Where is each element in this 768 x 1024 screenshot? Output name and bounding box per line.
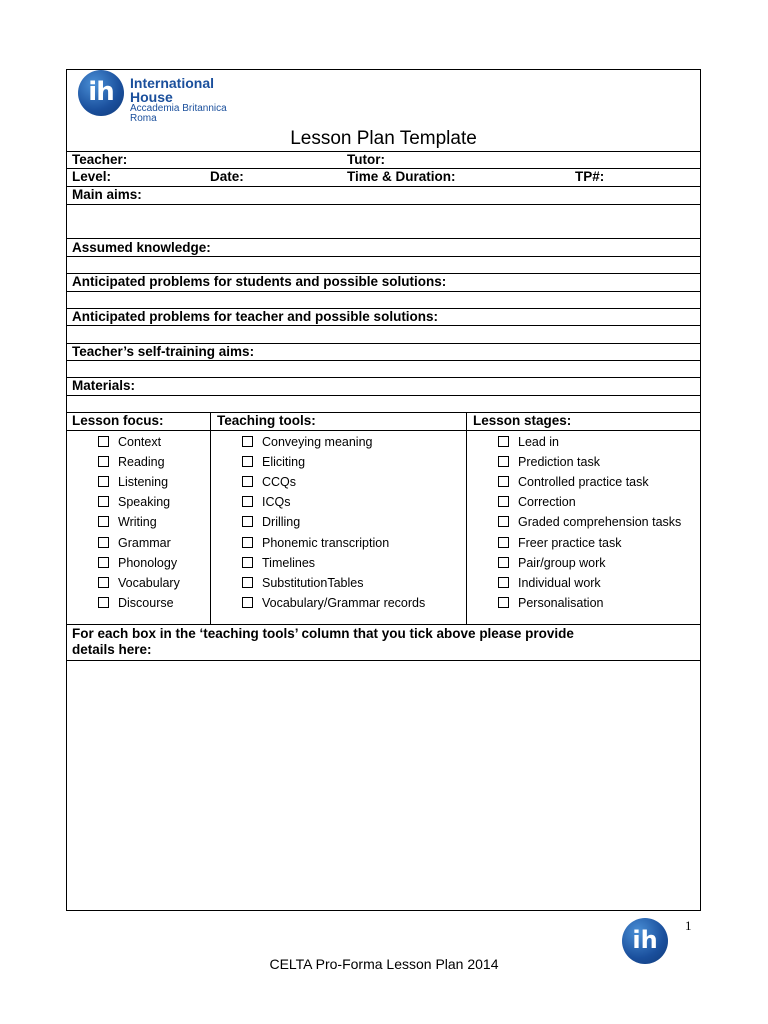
lesson-stage-checkbox[interactable] bbox=[498, 436, 509, 447]
lesson-focus-checkbox[interactable] bbox=[98, 537, 109, 548]
ih-footer-logo-icon: ih bbox=[622, 918, 668, 964]
lesson-focus-checkbox[interactable] bbox=[98, 436, 109, 447]
tutor-label: Tutor: bbox=[347, 152, 385, 167]
teaching-tool-checkbox[interactable] bbox=[242, 557, 253, 568]
lesson-focus-label: Vocabulary bbox=[118, 576, 180, 590]
lesson-focus-label: Phonology bbox=[118, 556, 178, 570]
rule bbox=[66, 624, 701, 625]
rule bbox=[66, 660, 701, 661]
rule bbox=[66, 204, 701, 205]
lesson-focus-checkbox[interactable] bbox=[98, 476, 109, 487]
tp-label: TP#: bbox=[575, 169, 605, 184]
footer-text: CELTA Pro-Forma Lesson Plan 2014 bbox=[269, 956, 499, 972]
lesson-stage-label: Graded comprehension tasks bbox=[518, 515, 682, 529]
teaching-tool-checkbox[interactable] bbox=[242, 436, 253, 447]
teaching-tool-label: Drilling bbox=[262, 515, 301, 529]
teaching-tool-label: SubstitutionTables bbox=[262, 576, 364, 590]
document-title: Lesson Plan Template bbox=[290, 128, 477, 149]
teaching-tool-checkbox[interactable] bbox=[242, 476, 253, 487]
page-number: 1 bbox=[685, 918, 692, 933]
lesson-stage-label: Pair/group work bbox=[518, 556, 606, 570]
rule bbox=[66, 291, 701, 292]
lesson-plan-frame bbox=[66, 69, 701, 911]
level-label: Level: bbox=[72, 169, 112, 184]
rule bbox=[66, 360, 701, 361]
lesson-focus-label: Reading bbox=[118, 455, 165, 469]
assumed-knowledge-label: Assumed knowledge: bbox=[72, 240, 211, 255]
lesson-stage-label: Correction bbox=[518, 495, 576, 509]
problems-students-label: Anticipated problems for students and possible solutions: bbox=[72, 274, 447, 289]
lesson-stage-checkbox[interactable] bbox=[498, 577, 509, 588]
logo-line1: International bbox=[130, 75, 215, 91]
lesson-stage-checkbox[interactable] bbox=[498, 597, 509, 608]
date-label: Date: bbox=[210, 169, 244, 184]
rule bbox=[66, 430, 701, 431]
lesson-focus-label: Context bbox=[118, 435, 162, 449]
lesson-stage-label: Personalisation bbox=[518, 596, 604, 610]
main-aims-label: Main aims: bbox=[72, 187, 142, 202]
lesson-stage-label: Prediction task bbox=[518, 455, 600, 469]
lesson-stage-label: Freer practice task bbox=[518, 536, 622, 550]
lesson-stage-label: Controlled practice task bbox=[518, 475, 649, 489]
lesson-focus-label: Grammar bbox=[118, 536, 171, 550]
teacher-label: Teacher: bbox=[72, 152, 128, 167]
teaching-tool-checkbox[interactable] bbox=[242, 496, 253, 507]
lesson-stage-checkbox[interactable] bbox=[498, 557, 509, 568]
teaching-tool-checkbox[interactable] bbox=[242, 537, 253, 548]
materials-label: Materials: bbox=[72, 378, 136, 393]
lesson-stage-checkbox[interactable] bbox=[498, 456, 509, 467]
teaching-tool-label: Phonemic transcription bbox=[262, 536, 390, 550]
details-prompt-line1: For each box in the ‘teaching tools’ column that you tick above please provide bbox=[72, 626, 574, 641]
lesson-focus-checkbox[interactable] bbox=[98, 557, 109, 568]
lesson-focus-label: Writing bbox=[118, 515, 157, 529]
column-divider bbox=[466, 412, 467, 624]
rule bbox=[66, 238, 701, 239]
logo-line4: Roma bbox=[130, 113, 157, 124]
rule bbox=[66, 325, 701, 326]
lesson-stage-checkbox[interactable] bbox=[498, 496, 509, 507]
teaching-tool-label: Vocabulary/Grammar records bbox=[262, 596, 426, 610]
lesson-stage-label: Individual work bbox=[518, 576, 601, 590]
logo-line2: House bbox=[130, 89, 173, 105]
lesson-focus-label: Listening bbox=[118, 475, 169, 489]
teaching-tool-label: Conveying meaning bbox=[262, 435, 373, 449]
logo-line3: Accademia Britannica bbox=[130, 103, 227, 114]
rule bbox=[66, 377, 701, 378]
rule bbox=[66, 395, 701, 396]
teaching-tool-checkbox[interactable] bbox=[242, 597, 253, 608]
ih-logo-icon: ih bbox=[78, 70, 124, 116]
lesson-focus-checkbox[interactable] bbox=[98, 456, 109, 467]
lesson-stages-header: Lesson stages: bbox=[473, 413, 572, 428]
problems-teacher-label: Anticipated problems for teacher and possible solutions: bbox=[72, 309, 439, 324]
teaching-tool-label: Timelines bbox=[262, 556, 316, 570]
teaching-tool-checkbox[interactable] bbox=[242, 456, 253, 467]
teaching-tool-label: ICQs bbox=[262, 495, 291, 509]
lesson-focus-checkbox[interactable] bbox=[98, 577, 109, 588]
rule bbox=[66, 186, 701, 187]
lesson-focus-label: Speaking bbox=[118, 495, 171, 509]
details-prompt-line2: details here: bbox=[72, 642, 152, 657]
teaching-tools-header: Teaching tools: bbox=[217, 413, 316, 428]
lesson-focus-checkbox[interactable] bbox=[98, 496, 109, 507]
lesson-stage-checkbox[interactable] bbox=[498, 476, 509, 487]
self-training-aims-label: Teacher’s self-training aims: bbox=[72, 344, 255, 359]
teaching-tool-label: CCQs bbox=[262, 475, 297, 489]
time-duration-label: Time & Duration: bbox=[347, 169, 456, 184]
column-divider bbox=[210, 412, 211, 624]
teaching-tool-checkbox[interactable] bbox=[242, 577, 253, 588]
lesson-focus-checkbox[interactable] bbox=[98, 597, 109, 608]
lesson-focus-label: Discourse bbox=[118, 596, 174, 610]
rule bbox=[66, 256, 701, 257]
ih-logo bbox=[78, 70, 258, 126]
lesson-stage-label: Lead in bbox=[518, 435, 560, 449]
teaching-tool-checkbox[interactable] bbox=[242, 516, 253, 527]
lesson-stage-checkbox[interactable] bbox=[498, 516, 509, 527]
lesson-focus-header: Lesson focus: bbox=[72, 413, 164, 428]
lesson-focus-checkbox[interactable] bbox=[98, 516, 109, 527]
lesson-stage-checkbox[interactable] bbox=[498, 537, 509, 548]
teaching-tool-label: Eliciting bbox=[262, 455, 306, 469]
